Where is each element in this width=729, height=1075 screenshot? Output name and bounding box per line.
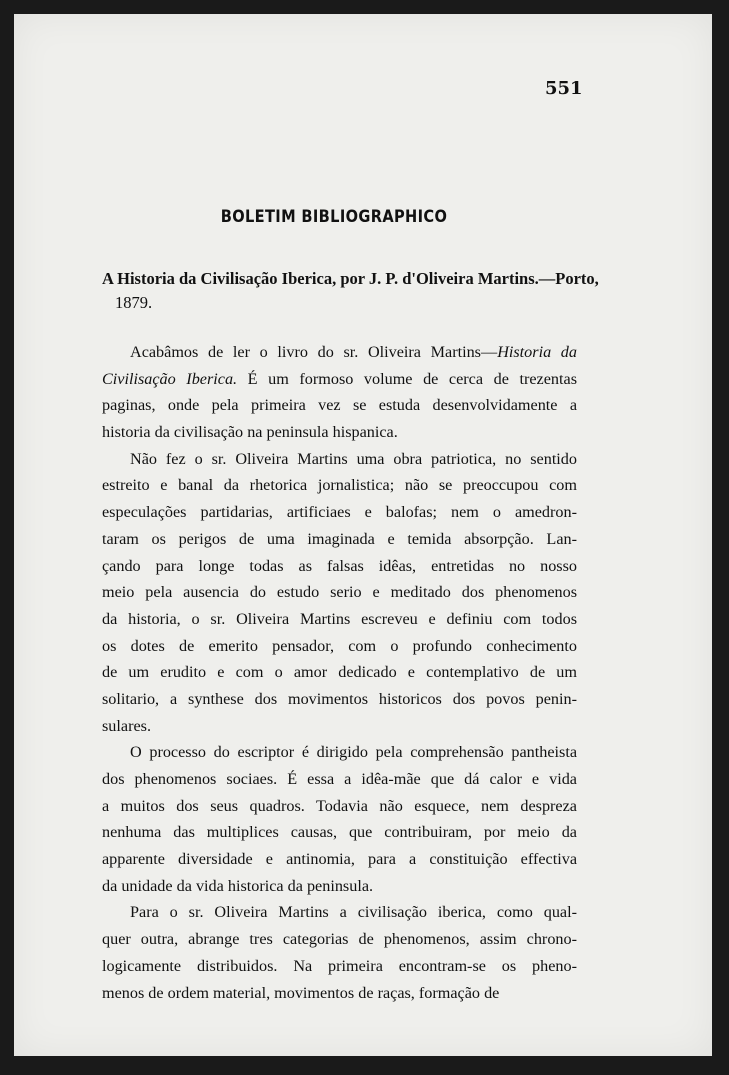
body-text: a muitos dos seus quadros. Todavia não esquece, nem despreza <box>102 796 577 815</box>
body-text: de um erudito e com o amor dedicado e contemplativo de um <box>102 663 577 682</box>
paragraph-2-line <box>102 606 577 633</box>
body-text: Acabâmos de ler o livro do sr. Oliveira Martins— <box>130 343 498 361</box>
body-text: os dotes de emerito pensador, com o profundo conhecimento <box>102 636 577 655</box>
paragraph-2-line <box>102 633 577 660</box>
italic-title-text: Civilisação Iberica. <box>102 369 238 388</box>
article-body <box>102 339 577 1006</box>
paragraph-3-line <box>102 819 577 846</box>
body-text: estreito e banal da rhetorica jornalistica; não se preoccupou com <box>102 476 577 495</box>
body-text: É um formoso volume de cerca de trezentas <box>237 369 577 388</box>
body-text: logicamente distribuidos. Na primeira encontram-se os pheno- <box>102 956 577 975</box>
body-text: quer outra, abrange tres categorias de phenomenos, assim chrono- <box>102 930 577 949</box>
body-text: paginas, onde pela primeira vez se estuda desenvolvidamente a <box>102 396 577 415</box>
paragraph-1-line <box>102 419 577 446</box>
body-text: da historia, o sr. Oliveira Martins escreveu e definiu com todos <box>102 609 577 628</box>
paragraph-3-line <box>102 793 577 820</box>
body-text: çando para longe todas as falsas idêas, entretidas no nosso <box>102 556 577 575</box>
paragraph-4-line <box>102 953 577 980</box>
paragraph-2-line <box>102 553 577 580</box>
body-text: dos phenomenos sociaes. É essa a idêa-mãe que dá calor e vida <box>102 770 577 788</box>
paragraph-2-line <box>102 659 577 686</box>
paragraph-4-line <box>102 980 577 1007</box>
body-text: O processo do escriptor é dirigido pela comprehensão pantheista <box>130 743 577 762</box>
body-text: sulares. <box>102 716 151 735</box>
italic-title-text: Historia da <box>497 343 577 361</box>
paragraph-3-line <box>102 873 577 900</box>
body-text: especulações partidarias, artificiaes e balofas; nem o amedron- <box>102 503 577 522</box>
paragraph-1-line <box>102 366 577 393</box>
paragraph-2-line <box>102 446 577 473</box>
paragraph-3-line <box>102 739 577 766</box>
reference-line-1: A Historia da Civilisação Iberica, por J. P. d'Oliveira Martins.—Porto, <box>102 269 599 288</box>
paragraph-1-line <box>102 339 577 366</box>
paragraph-2-line <box>102 472 577 499</box>
paragraph-4-line <box>102 926 577 953</box>
body-text: Para o sr. Oliveira Martins a civilisação iberica, como qual- <box>130 903 577 922</box>
body-text: Não fez o sr. Oliveira Martins uma obra patriotica, no sentido <box>130 449 577 468</box>
paragraph-2-line <box>102 713 577 740</box>
body-text: taram os perigos de uma imaginada e temida absorpção. Lan- <box>102 529 577 548</box>
body-text: menos de ordem material, movimentos de raças, formação de <box>102 983 500 1002</box>
page-number: 551 <box>545 78 583 99</box>
body-text: solitario, a synthese dos movimentos historicos dos povos penin- <box>102 689 577 708</box>
paragraph-2-line <box>102 499 577 526</box>
paragraph-2-line <box>102 686 577 713</box>
body-text: da unidade da vida historica da peninsula. <box>102 876 374 895</box>
paragraph-3-line <box>102 766 577 793</box>
section-heading: BOLETIM BIBLIOGRAPHICO <box>220 207 448 227</box>
paragraph-2-line <box>102 526 577 553</box>
body-text: nenhuma das multiplices causas, que contribuiram, por meio da <box>102 823 577 842</box>
paragraph-3-line <box>102 846 577 873</box>
body-text: apparente diversidade e antinomia, para a constituição effectiva <box>102 850 577 869</box>
paragraph-2-line <box>102 579 577 606</box>
paragraph-1-line <box>102 392 577 419</box>
body-text: meio pela ausencia do estudo serio e meditado dos phenomenos <box>102 583 577 602</box>
book-page <box>14 14 712 1056</box>
reference-line-2: 1879. <box>115 293 153 312</box>
book-reference <box>102 267 599 315</box>
body-text: historia da civilisação na peninsula hispanica. <box>102 423 398 442</box>
paragraph-4-line <box>102 899 577 926</box>
